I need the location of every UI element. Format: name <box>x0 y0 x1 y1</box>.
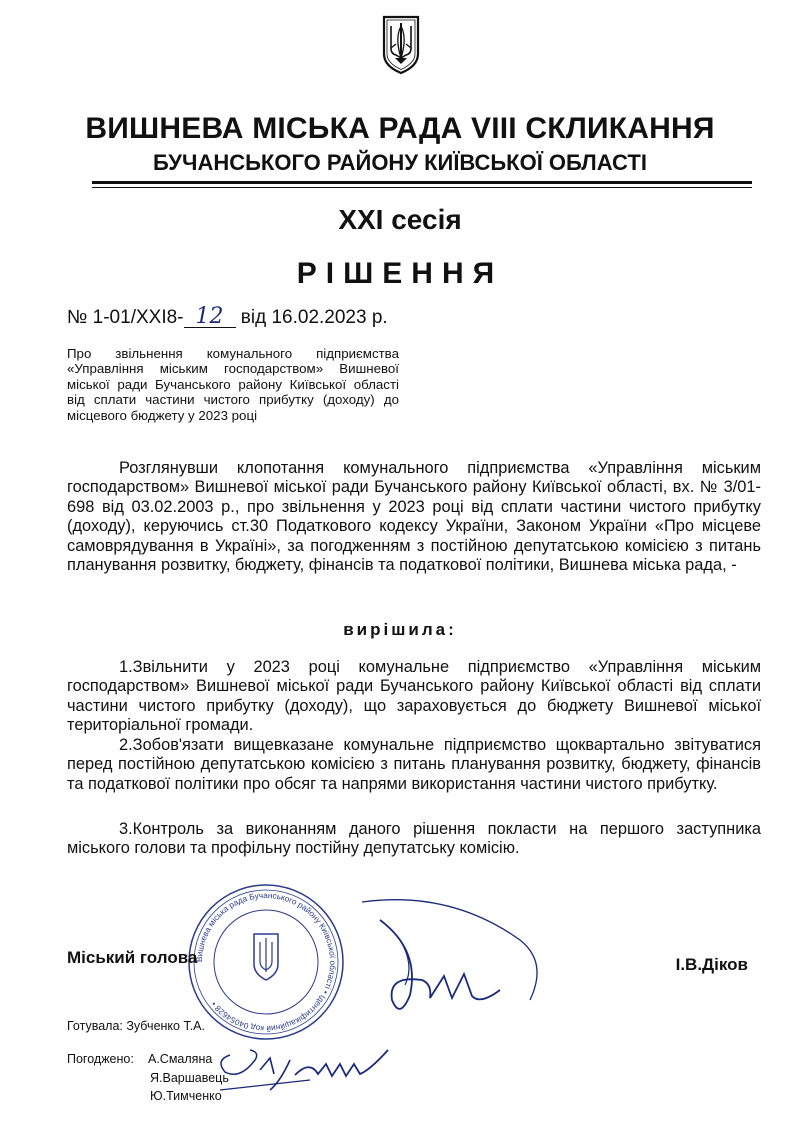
agreed-label: Погоджено: <box>67 1052 134 1066</box>
agreed-name: Я.Варшавець <box>150 1071 229 1085</box>
mayor-title: Міський голова <box>67 948 198 967</box>
document-number <box>67 304 388 329</box>
svg-text:Вишнева міська рада Бучанськог: Вишнева міська рада Бучанського району Київської області • Ідентифікаційний код 04054628 • <box>194 890 338 1034</box>
decision-subject: Про звільнення комунального підприємства «Управління міським господарством» Вишневої міської ради Бучанського району Київської області від сплати частини чистого прибутку (доходу) до місцевого бюджету у 2023 році <box>67 346 399 423</box>
official-seal-icon <box>186 882 346 1042</box>
handwritten-number: 12 <box>184 307 236 328</box>
header-divider-thin <box>92 187 752 188</box>
header-divider-thick <box>92 181 752 184</box>
agreed-signatures <box>200 1030 400 1105</box>
council-subtitle: БУЧАНСЬКОГО РАЙОНУ КИЇВСЬКОЇ ОБЛАСТІ <box>153 150 647 175</box>
resolved-heading: вирішила: <box>343 620 457 639</box>
prepared-by: Готувала: Зубченко Т.А. <box>67 1019 205 1033</box>
agreed-name: Ю.Тимченко <box>150 1089 222 1103</box>
mayor-name: І.В.Діков <box>675 955 748 974</box>
document-date: від 16.02.2023 р. <box>240 307 388 328</box>
decision-heading: РІШЕННЯ <box>296 257 504 290</box>
document-number-prefix: № 1-01/XXI8- <box>67 307 184 328</box>
trident-emblem-icon <box>380 14 422 76</box>
agreed-name: А.Смаляна <box>148 1052 213 1066</box>
resolution-item: 1.Звільнити у 2023 році комунальне підприємство «Управління міським господарством» Вишневої міської ради Бучанського району Київської області від сплати частини чистого прибутку (доходу), що зараховується до бюджету Вишневої міської територіальної громади. <box>67 658 761 735</box>
resolution-item: 2.Зобов'язати вищевказане комунальне підприємство щоквартально звітуватися перед постійною депутатською комісією з питань планування розвитку, бюджету, фінансів та податкової політики про обсяг та напрями використання частини чистого прибутку. <box>67 736 761 793</box>
preamble-paragraph: Розглянувши клопотання комунального підприємства «Управління міським господарством» Вишневої міської ради Бучанського району Київської області, вх. № 3/01-698 від 03.02.2003 р., про звільнення у 2023 році від сплати частини чистого прибутку (доходу), керуючись ст.30 Податкового кодексу України, Законом України «Про місцеве самоврядування в Україні», за погодженням з постійною депутатською комісією з питань планування розвитку, бюджету, фінансів та податкової політики, Вишнева міська рада, - <box>67 459 761 575</box>
mayor-signature <box>360 880 550 1030</box>
council-title: ВИШНЕВА МІСЬКА РАДА VIII СКЛИКАННЯ <box>85 112 715 145</box>
resolution-item: 3.Контроль за виконанням даного рішення покласти на першого заступника міського голови та профільну постійну депутатську комісію. <box>67 820 761 858</box>
session-title: XXI сесія <box>338 204 462 235</box>
